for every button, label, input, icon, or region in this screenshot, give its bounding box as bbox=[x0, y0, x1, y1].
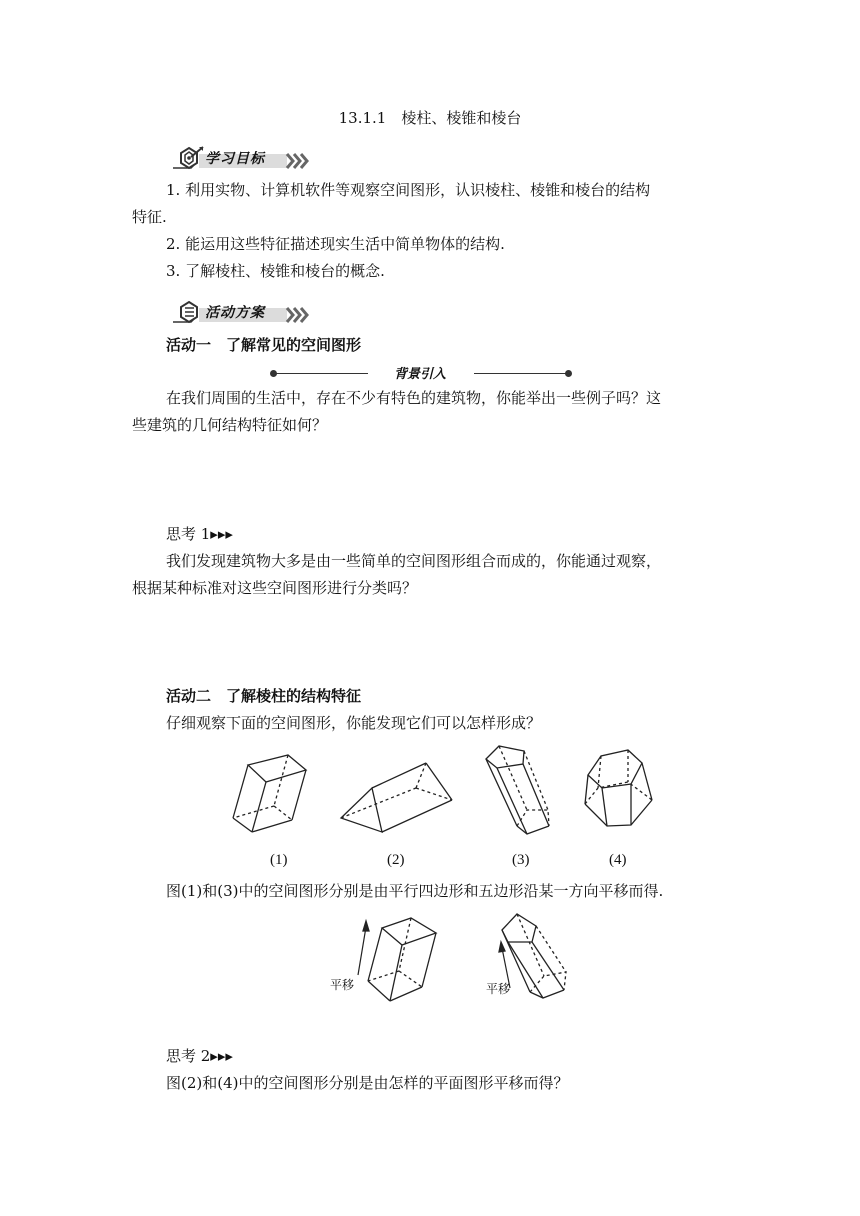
caption-2: (2) bbox=[387, 852, 405, 868]
activity2-explanation: 图(1)和(3)中的空间图形分别是由平行四边形和五边形沿某一方向平移而得. bbox=[166, 882, 664, 900]
figure-1-quadrilateral-prism bbox=[228, 752, 348, 852]
plan-banner bbox=[163, 298, 323, 326]
figure-2-triangular-prism bbox=[336, 758, 466, 858]
activity2-heading: 活动二 了解棱柱的结构特征 bbox=[166, 687, 362, 705]
think1-label: 思考 1▸▸▸ bbox=[166, 525, 233, 543]
figure-4-hexagonal-prism bbox=[582, 748, 672, 848]
think2-text: 图(2)和(4)中的空间图形分别是由怎样的平面图形平移而得？ bbox=[166, 1074, 569, 1092]
goal-3: 3. 了解棱柱、棱锥和棱台的概念. bbox=[166, 262, 385, 280]
think1-text: 我们发现建筑物大多是由一些简单的空间图形组合而成的，你能通过观察， bbox=[166, 552, 662, 570]
divider-label: 背景引入 bbox=[393, 367, 446, 382]
activity1-text: 在我们周围的生活中，存在不少有特色的建筑物，你能举出一些例子吗？这 bbox=[166, 389, 662, 407]
translate-label-2: 平移 bbox=[486, 982, 511, 996]
caption-1: (1) bbox=[270, 852, 288, 868]
goals-banner-label: 学习目标 bbox=[205, 151, 265, 167]
goal-1: 1. 利用实物、计算机软件等观察空间图形，认识棱柱、棱锥和棱台的结构 bbox=[166, 181, 651, 199]
think1-text-cont: 根据某种标准对这些空间图形进行分类吗？ bbox=[132, 579, 418, 597]
think2-label: 思考 2▸▸▸ bbox=[166, 1047, 233, 1065]
translate-label-1: 平移 bbox=[330, 978, 355, 992]
plan-banner-label: 活动方案 bbox=[205, 305, 265, 321]
background-divider bbox=[270, 367, 572, 381]
figure-3-pentagonal-prism bbox=[482, 742, 572, 842]
goals-banner bbox=[163, 144, 323, 172]
caption-4: (4) bbox=[609, 852, 627, 868]
activity2-intro: 仔细观察下面的空间图形，你能发现它们可以怎样形成？ bbox=[166, 714, 542, 732]
activity1-text-cont: 些建筑的几何结构特征如何？ bbox=[132, 416, 328, 434]
goal-1-cont: 特征. bbox=[132, 208, 167, 226]
translate-prism-quadrilateral bbox=[352, 915, 462, 1015]
activity1-heading: 活动一 了解常见的空间图形 bbox=[166, 336, 362, 354]
caption-3: (3) bbox=[512, 852, 530, 868]
goal-2: 2. 能运用这些特征描述现实生活中简单物体的结构. bbox=[166, 235, 505, 253]
page-title: 13.1.1 棱柱、棱锥和棱台 bbox=[338, 109, 522, 127]
